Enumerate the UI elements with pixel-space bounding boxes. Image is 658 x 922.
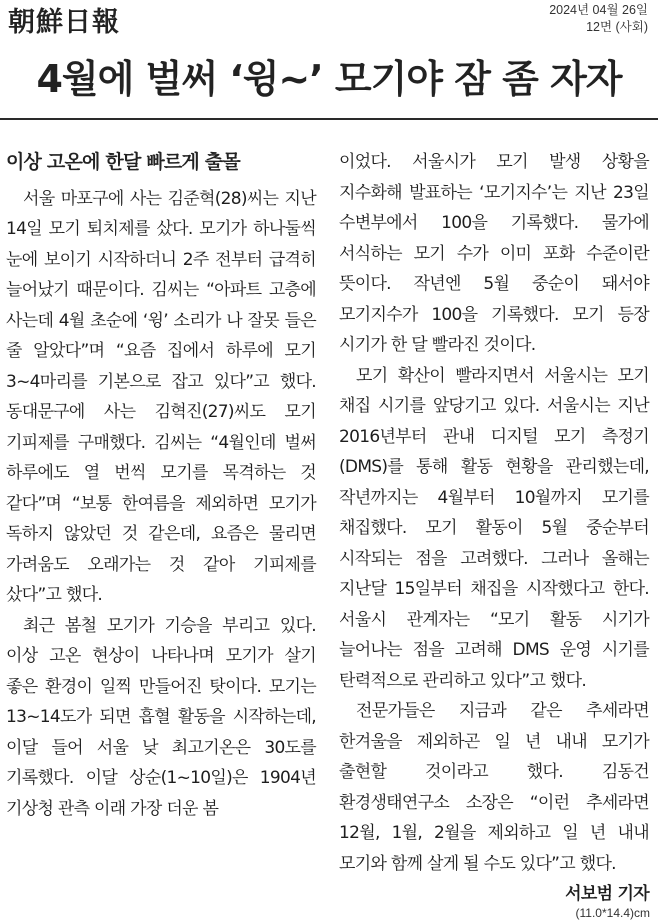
newspaper-masthead: 朝鮮日報 bbox=[8, 7, 120, 38]
article-paragraph: 모기 확산이 빨라지면서 서울시는 모기 채집 시기를 앞당기고 있다. 서울시는 지난 2016년부터 관내 디지털 모기 측정기(DMS)를 통해 활동 현황을 관리했는데, 작년까지는 4월부터 10월까지 모기를 채집했다. 모기 활동이 5월 중순부터 시작되는 점을 고려했다. 그러나 올해는 지난달 15일부터 채집을 시작했다고 한다. 서울시 관계자는 “모기 활동 시기가 늘어나는 점을 고려해 DMS 운영 시기를 탄력적으로 관리하고 있다”고 했다. bbox=[339, 365, 649, 691]
article-headline: 4월에 벌써 ‘윙~’ 모기야 잠 좀 자자 bbox=[36, 57, 622, 101]
headline-divider bbox=[0, 118, 658, 120]
article-column-left bbox=[6, 147, 316, 824]
article-subheadline: 이상 고온에 한달 빠르게 출몰 bbox=[6, 151, 240, 173]
publication-date: 2024년 04월 26일 bbox=[549, 3, 648, 17]
clipping-size-note: (11.0*14.4)cm bbox=[575, 906, 650, 920]
article-byline: 서보범 기자 bbox=[565, 884, 649, 904]
article-column-right bbox=[339, 147, 649, 910]
page-section: 12면 (사회) bbox=[586, 20, 648, 34]
article-paragraph: 서울 마포구에 사는 김준혁(28)씨는 지난 14일 모기 퇴치제를 샀다. 모기가 하나둘씩 눈에 보이기 시작하더니 2주 전부터 급격히 늘어났기 때문이다. 김씨는 “아파트 고층에 사는데 4월 초순에 ‘윙’ 소리가 나 잘못 들은 줄 알았다”며 “요즘 집에서 하루에 모기 3~4마리를 기본으로 잡고 있다”고 했다. 동대문구에 사는 김혁진(27)씨도 모기 기피제를 구매했다. 김씨는 “4월인데 벌써 하루에도 열 번씩 모기를 목격하는 것 같다”며 “보통 한여름을 제외하면 모기가 독하지 않았던 것 같은데, 요즘은 물리면 가려움도 오래가는 것 같아 기피제를 샀다”고 했다. bbox=[6, 188, 316, 605]
publication-meta bbox=[549, 2, 648, 36]
article-paragraph: 이었다. 서울시가 모기 발생 상황을 지수화해 발표하는 ‘모기지수’는 지난 23일 수변부에서 100을 기록했다. 물가에 서식하는 모기 수가 이미 포화 수준이란 뜻이다. 작년엔 5월 중순이 돼서야 모기지수가 100을 기록했다. 모기 등장 시기가 한 달 빨라진 것이다. bbox=[339, 152, 649, 355]
article-paragraph bbox=[339, 696, 649, 904]
article-paragraph-text: 전문가들은 지금과 같은 추세라면 한겨울을 제외하곤 일 년 내내 모기가 출현할 것이라고 했다. 김동건 환경생태연구소 소장은 “이런 추세라면 12월, 1월, 2월을 제외하고 일 년 내내 모기와 함께 살게 될 수도 있다”고 했다. bbox=[339, 701, 649, 874]
article-paragraph: 최근 봄철 모기가 기승을 부리고 있다. 이상 고온 현상이 나타나며 모기가 살기 좋은 환경이 일찍 만들어진 탓이다. 모기는 13~14도가 되면 흡혈 활동을 시작하는데, 이달 들어 서울 낮 최고기온은 30도를 기록했다. 이달 상순(1~10일)은 1904년 기상청 관측 이래 가장 더운 봄 bbox=[6, 615, 316, 819]
